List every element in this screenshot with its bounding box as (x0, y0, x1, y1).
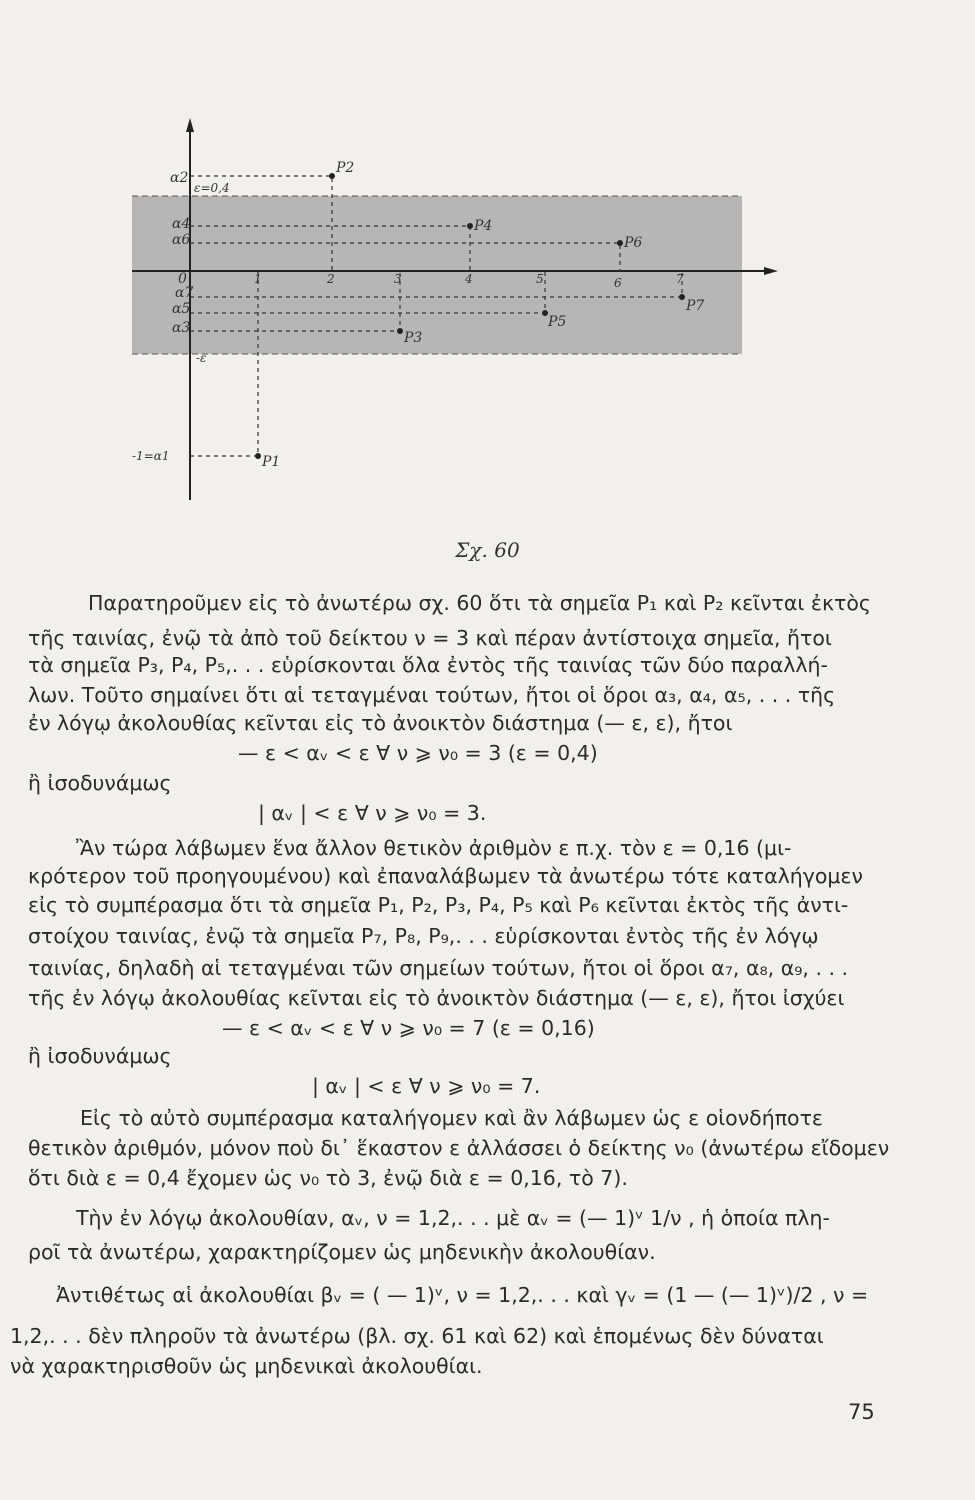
text-line-15: — ε < αᵥ < ε ∀ ν ⩾ ν₀ = 7 (ε = 0,16) (222, 1016, 595, 1040)
point-P3 (397, 328, 403, 334)
point-P6 (617, 240, 623, 246)
text-line-19: θετικὸν ἀριθμόν, μόνον ποὺ δι᾽ ἕκαστον ε ἀλλάσσει ὁ δείκτης ν₀ (ἀνωτέρω εἴδομεν (28, 1136, 890, 1160)
tick-6: 6 (614, 276, 622, 290)
y-axis-arrow (186, 118, 194, 132)
label-a2: α2 (170, 170, 189, 186)
point-P4 (467, 223, 473, 229)
text-line-23: Ἀντιθέτως αἱ ἀκολουθίαι βᵥ = ( — 1)ᵛ, ν = 1,2,. . . καὶ γᵥ = (1 — (— 1)ᵛ)/2 , ν = (56, 1283, 869, 1307)
label-neg-one: -1=α1 (132, 449, 170, 463)
label-a7: α7 (175, 285, 194, 301)
label-a6: α6 (172, 232, 191, 248)
figure-60 (0, 0, 975, 520)
text-line-4: λων. Τοῦτο σημαίνει ὅτι αἱ τεταγμέναι τούτων, ἤτοι οἱ ὅροι α₃, α₄, α₅, . . . τῆς (28, 683, 836, 707)
page-number: 75 (848, 1400, 875, 1424)
label-P3: P3 (404, 330, 423, 346)
label-P7: P7 (686, 298, 705, 314)
label-a3: α3 (172, 320, 191, 336)
text-line-9: Ἂν τώρα λάβωμεν ἕνα ἄλλον θετικὸν ἀριθμὸν ε π.χ. τὸν ε = 0,16 (μι- (76, 836, 792, 860)
text-line-22: ροῖ τὰ ἀνωτέρω, χαρακτηρίζομεν ὡς μηδενικὴν ἀκολουθίαν. (28, 1240, 656, 1264)
label-neg-eps: -ε (196, 351, 207, 365)
text-line-25: νὰ χαρακτηρισθοῦν ὡς μηδενικαὶ ἀκολουθίαι. (10, 1354, 483, 1378)
tick-7: 7 (676, 272, 684, 286)
label-origin: 0 (178, 271, 187, 287)
text-line-20: ὅτι διὰ ε = 0,4 ἔχομεν ὡς ν₀ τὸ 3, ἐνῷ διὰ ε = 0,16, τὸ 7). (28, 1166, 628, 1190)
label-P5: P5 (548, 314, 567, 330)
text-line-13: ταινίας, δηλαδὴ αἱ τεταγμέναι τῶν σημείων τούτων, ἤτοι οἱ ὅροι α₇, α₈, α₉, . . . (28, 956, 849, 980)
x-axis-arrow (764, 267, 778, 275)
text-line-12: στοίχου ταινίας, ἐνῷ τὰ σημεῖα P₇, P₈, P₉,. . . εὑρίσκονται ἐντὸς τῆς ἐν λόγῳ (28, 924, 819, 948)
text-line-2: τῆς ταινίας, ἐνῷ τὰ ἀπὸ τοῦ δείκτου ν = 3 καὶ πέραν ἀντίστοιχα σημεῖα, ἤτοι (28, 626, 832, 650)
text-line-1: Παρατηροῦμεν εἰς τὸ ἀνωτέρω σχ. 60 ὅτι τὰ σημεῖα P₁ καὶ P₂ κεῖνται ἐκτὸς (88, 591, 871, 615)
text-line-7: ἢ ἰσοδυνάμως (28, 771, 172, 795)
label-a4: α4 (172, 216, 191, 232)
label-eps: ε=0,4 (194, 181, 230, 195)
text-line-14: τῆς ἐν λόγῳ ἀκολουθίας κεῖνται εἰς τὸ ἀνοικτὸν διάστημα (— ε, ε), ἤτοι ἰσχύει (28, 986, 845, 1010)
label-P4: P4 (474, 218, 493, 234)
tick-3: 3 (394, 272, 402, 286)
tick-5: 5 (536, 272, 544, 286)
text-line-24: 1,2,. . . δὲν πληροῦν τὰ ἀνωτέρω (βλ. σχ. 61 καὶ 62) καὶ ἑπομένως δὲν δύναται (10, 1324, 824, 1348)
epsilon-band (132, 196, 742, 354)
text-line-6: — ε < αᵥ < ε ∀ ν ⩾ ν₀ = 3 (ε = 0,4) (238, 741, 598, 765)
point-P2 (329, 173, 335, 179)
tick-1: 1 (254, 272, 262, 286)
point-P1 (255, 453, 261, 459)
tick-2: 2 (327, 272, 335, 286)
text-line-17: | αᵥ | < ε ∀ ν ⩾ ν₀ = 7. (312, 1074, 541, 1098)
text-line-21: Τὴν ἐν λόγῳ ἀκολουθίαν, αᵥ, ν = 1,2,. . . μὲ αᵥ = (— 1)ᵛ 1/ν , ἡ ὁποία πλη- (76, 1206, 830, 1230)
text-line-10: κρότερον τοῦ προηγουμένου) καὶ ἐπαναλάβωμεν τὰ ἀνωτέρω τότε καταλήγομεν (28, 864, 863, 888)
text-line-11: εἰς τὸ συμπέρασμα ὅτι τὰ σημεῖα P₁, P₂, P₃, P₄, P₅ καὶ P₆ κεῖνται ἐκτὸς τῆς ἀντι- (28, 893, 849, 917)
label-P1: P1 (262, 454, 281, 470)
figure-caption: Σχ. 60 (455, 538, 520, 562)
label-P6: P6 (624, 235, 643, 251)
point-P7 (679, 294, 685, 300)
text-line-18: Εἰς τὸ αὐτὸ συμπέρασμα καταλήγομεν καὶ ἂν λάβωμεν ὡς ε οἱονδήποτε (80, 1106, 824, 1130)
label-a5: α5 (172, 301, 191, 317)
text-line-8: | αᵥ | < ε ∀ ν ⩾ ν₀ = 3. (258, 801, 487, 825)
text-line-16: ἢ ἰσοδυνάμως (28, 1044, 172, 1068)
text-line-3: τὰ σημεῖα P₃, P₄, P₅,. . . εὑρίσκονται ὅλα ἐντὸς τῆς ταινίας τῶν δύο παραλλή- (28, 653, 828, 677)
label-P2: P2 (336, 160, 355, 176)
tick-4: 4 (465, 272, 473, 286)
text-line-5: ἐν λόγῳ ἀκολουθίας κεῖνται εἰς τὸ ἀνοικτὸν διάστημα (— ε, ε), ἤτοι (28, 711, 733, 735)
